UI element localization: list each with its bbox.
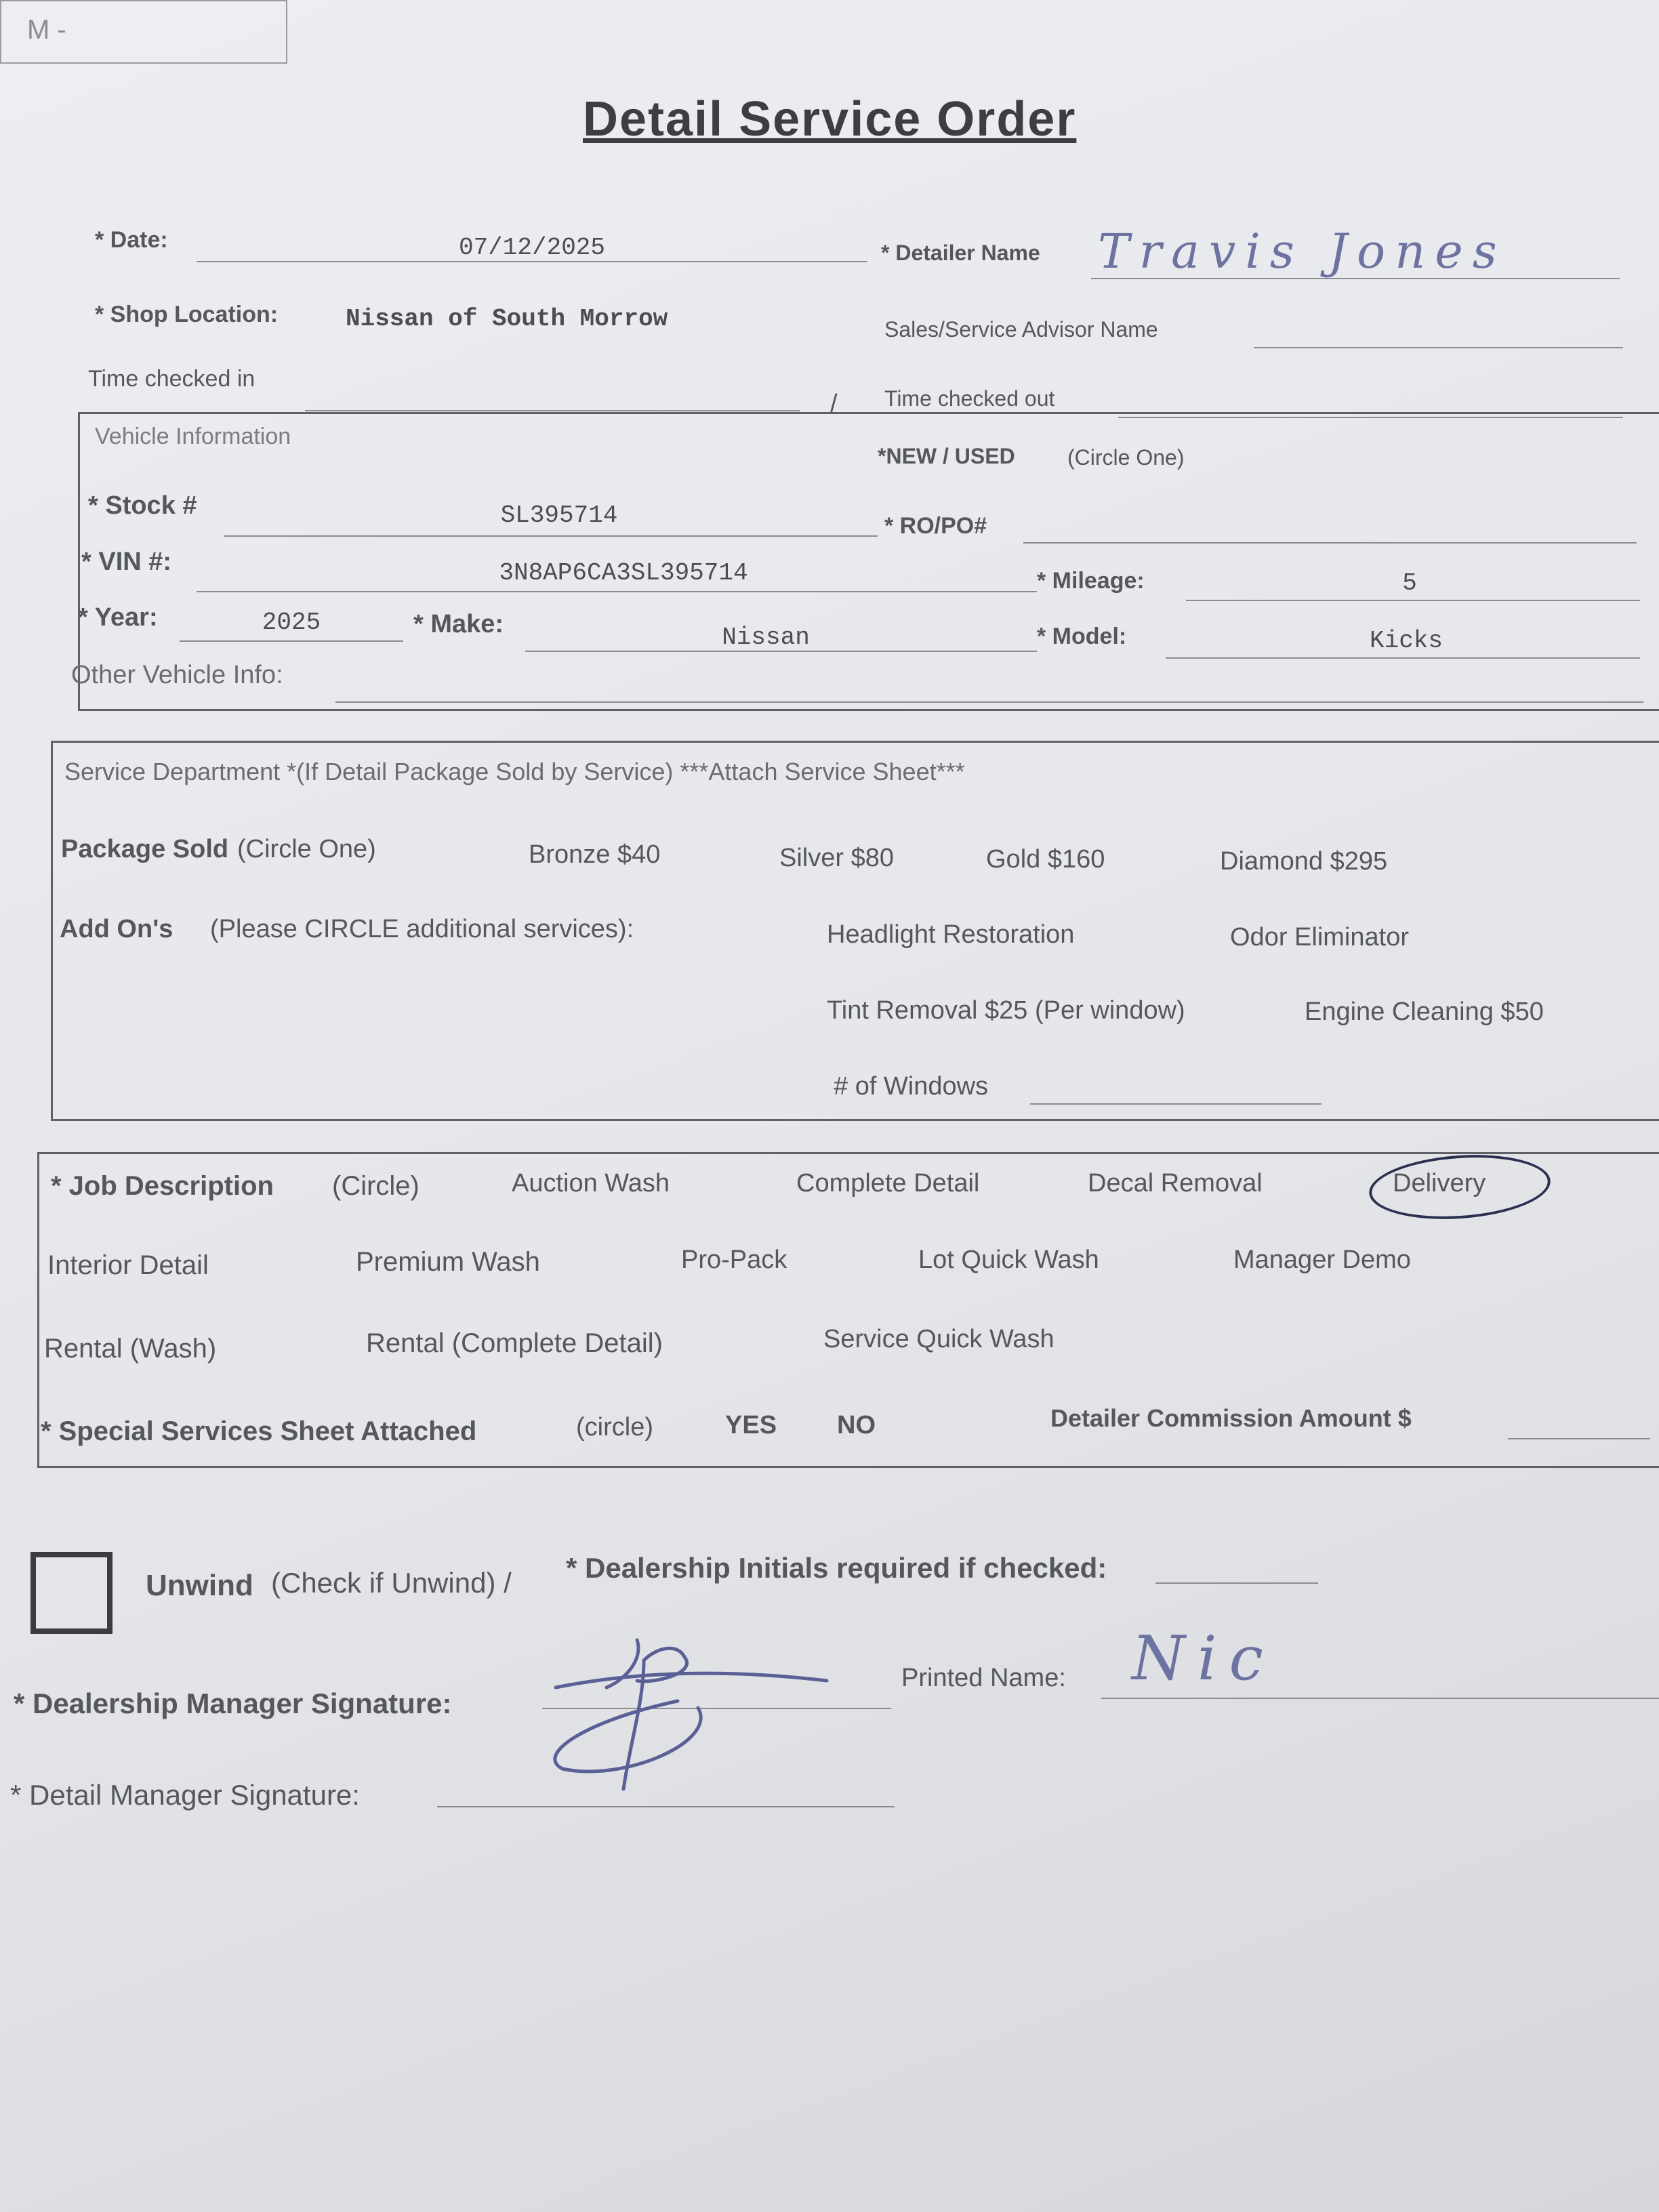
detailer-name-label: * Detailer Name [881, 241, 1040, 265]
date-label: * Date: [95, 227, 168, 253]
job-hint: (Circle) [332, 1171, 419, 1201]
windows-label: # of Windows [834, 1072, 989, 1101]
windows-line[interactable] [1030, 1103, 1322, 1105]
shop-location-value[interactable]: Nissan of South Morrow [346, 305, 668, 333]
addon-odor[interactable]: Odor Eliminator [1230, 923, 1409, 951]
date-value[interactable]: 07/12/2025 [458, 234, 606, 262]
mileage-label: * Mileage: [1037, 568, 1145, 594]
package-gold[interactable]: Gold $160 [986, 845, 1105, 874]
ro-po-line [1023, 542, 1637, 544]
initials-line[interactable] [1155, 1582, 1318, 1584]
commission-line[interactable] [1508, 1438, 1650, 1439]
model-label: * Model: [1037, 623, 1127, 649]
special-services-label: * Special Services Sheet Attached [41, 1416, 477, 1446]
time-in-line [305, 410, 800, 411]
job-pro-pack[interactable]: Pro-Pack [681, 1246, 787, 1274]
addon-headlight[interactable]: Headlight Restoration [827, 920, 1075, 949]
addons-label: Add On's [60, 915, 173, 943]
make-value[interactable]: Nissan [722, 623, 810, 651]
time-out-label: Time checked out [884, 386, 1055, 411]
vin-line [197, 591, 1037, 592]
package-diamond[interactable]: Diamond $295 [1220, 847, 1388, 876]
vehicle-info-section [78, 412, 1659, 711]
initials-label: * Dealership Initials required if checked: [566, 1552, 1107, 1584]
job-manager-demo[interactable]: Manager Demo [1233, 1246, 1411, 1274]
page-title: Detail Service Order [583, 92, 1077, 146]
new-used-hint: (Circle One) [1067, 445, 1185, 470]
vin-label: * VIN #: [81, 548, 172, 576]
job-interior-detail[interactable]: Interior Detail [47, 1250, 209, 1280]
job-auction-wash[interactable]: Auction Wash [512, 1169, 670, 1197]
other-vehicle-label: Other Vehicle Info: [71, 661, 283, 689]
year-value[interactable]: 2025 [262, 609, 321, 636]
model-line [1166, 657, 1640, 659]
printed-name-label: Printed Name: [901, 1664, 1066, 1692]
vin-value[interactable]: 3N8AP6CA3SL395714 [499, 559, 748, 587]
unwind-hint: (Check if Unwind) / [271, 1567, 512, 1599]
job-rental-complete[interactable]: Rental (Complete Detail) [366, 1328, 663, 1358]
stock-line [224, 535, 878, 537]
shop-location-label: * Shop Location: [95, 302, 279, 327]
job-label: * Job Description [51, 1171, 274, 1201]
detail-mgr-sig-label: * Detail Manager Signature: [10, 1779, 360, 1811]
job-decal-removal[interactable]: Decal Removal [1088, 1169, 1263, 1197]
addon-tint[interactable]: Tint Removal $25 (Per window) [827, 996, 1185, 1025]
dealership-mgr-signature [542, 1620, 840, 1796]
time-slash: / [830, 390, 838, 418]
new-used-label[interactable]: *NEW / USED [878, 444, 1015, 468]
printed-name-value[interactable]: Nic [1132, 1623, 1275, 1694]
advisor-label: Sales/Service Advisor Name [884, 317, 1158, 342]
service-section-label: Service Department *(If Detail Package Sold by Service) ***Attach Service Sheet*** [64, 758, 965, 785]
addon-engine[interactable]: Engine Cleaning $50 [1305, 998, 1544, 1026]
order-number-label: M - [27, 15, 66, 45]
package-silver[interactable]: Silver $80 [779, 844, 894, 872]
addons-hint: (Please CIRCLE additional services): [210, 915, 634, 943]
detail-mgr-sig-line[interactable] [437, 1806, 895, 1807]
model-value[interactable]: Kicks [1369, 627, 1443, 655]
other-vehicle-line[interactable] [335, 701, 1643, 703]
unwind-label: Unwind [146, 1569, 253, 1602]
stock-label: * Stock # [88, 491, 197, 520]
mileage-line [1186, 600, 1640, 601]
package-bronze[interactable]: Bronze $40 [529, 840, 661, 869]
order-number-box[interactable] [0, 0, 287, 64]
package-hint: (Circle One) [237, 835, 376, 863]
dealership-mgr-sig-label: * Dealership Manager Signature: [14, 1687, 452, 1719]
unwind-checkbox[interactable] [30, 1552, 112, 1634]
time-in-label: Time checked in [88, 366, 255, 392]
stock-value[interactable]: SL395714 [500, 501, 618, 529]
detailer-name-value[interactable]: Travis Jones [1098, 224, 1507, 279]
year-line [180, 640, 403, 642]
job-rental-wash[interactable]: Rental (Wash) [44, 1334, 217, 1364]
job-lot-quick-wash[interactable]: Lot Quick Wash [918, 1246, 1099, 1274]
commission-label: Detailer Commission Amount $ [1050, 1404, 1412, 1432]
make-label: * Make: [413, 610, 504, 638]
printed-name-line[interactable] [1101, 1698, 1659, 1699]
special-services-hint: (circle) [576, 1413, 653, 1441]
year-label: * Year: [78, 603, 158, 632]
package-label: Package Sold [61, 835, 229, 863]
job-delivery[interactable]: Delivery [1393, 1169, 1486, 1197]
advisor-line [1254, 347, 1623, 348]
job-premium-wash[interactable]: Premium Wash [356, 1247, 540, 1277]
vehicle-section-label: Vehicle Information [95, 424, 291, 449]
special-no[interactable]: NO [837, 1411, 876, 1439]
special-yes[interactable]: YES [725, 1411, 777, 1439]
job-complete-detail[interactable]: Complete Detail [796, 1169, 980, 1197]
ro-po-label: * RO/PO# [884, 513, 987, 539]
job-service-quick-wash[interactable]: Service Quick Wash [823, 1325, 1054, 1353]
mileage-value[interactable]: 5 [1402, 569, 1417, 597]
